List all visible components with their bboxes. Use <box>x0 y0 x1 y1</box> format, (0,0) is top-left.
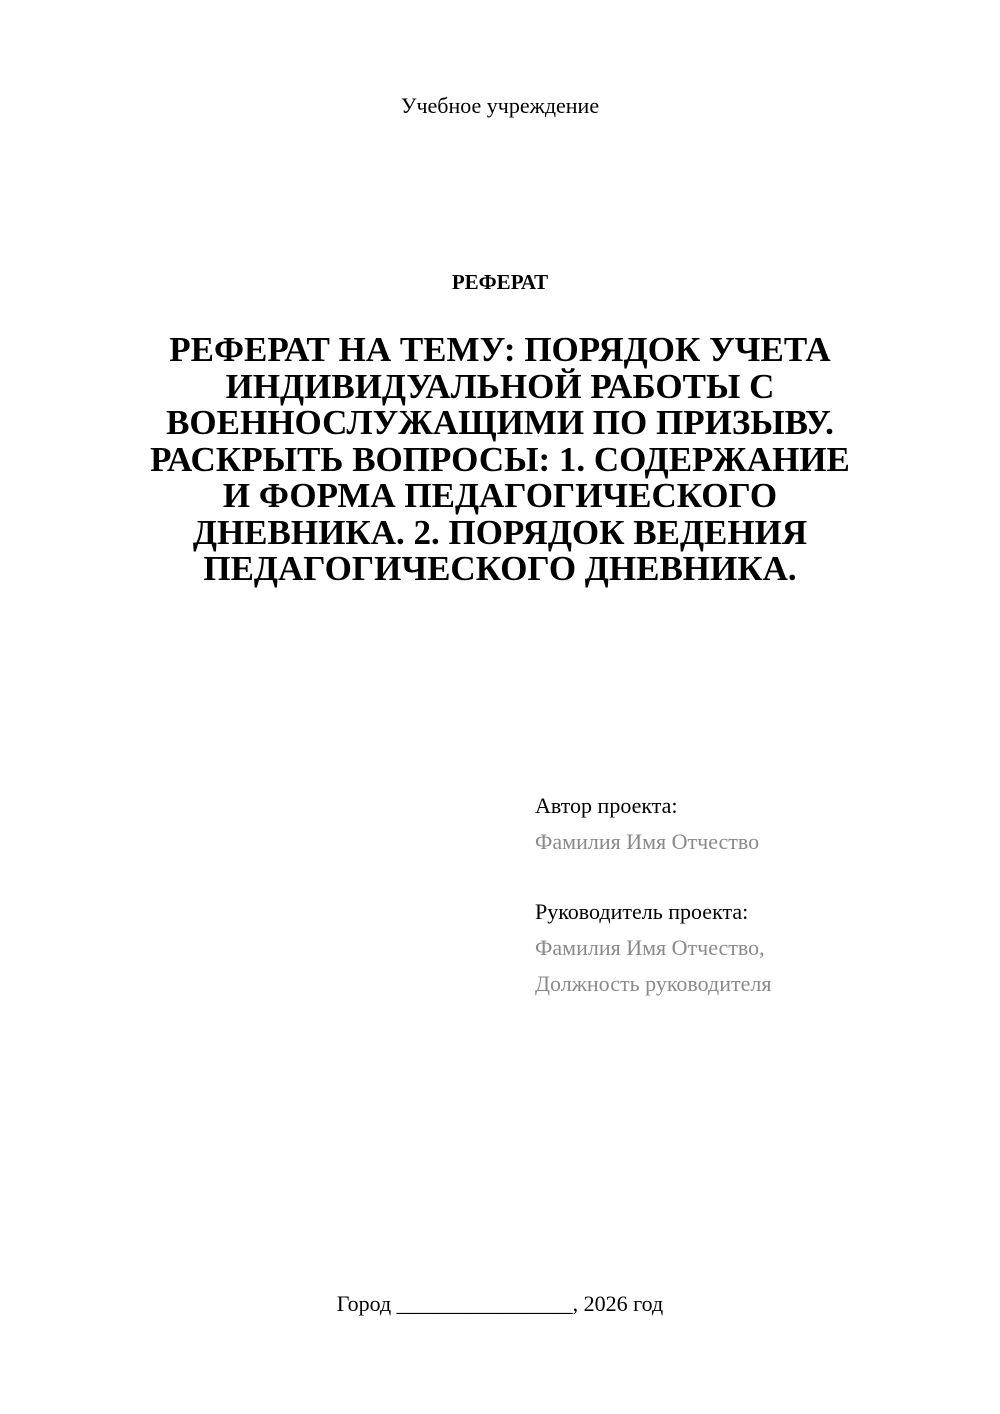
document-type: РЕФЕРАТ <box>451 270 549 294</box>
supervisor-label: Руководитель проекта: <box>535 899 749 924</box>
institution-name: Учебное учреждение <box>400 93 600 118</box>
credits-block <box>535 788 975 1002</box>
author-label: Автор проекта: <box>535 793 678 818</box>
supervisor-position: Должность руководителя <box>535 971 772 996</box>
credits-spacer <box>535 860 975 894</box>
city-year-line: Город ________________, 2026 год <box>336 1291 664 1316</box>
supervisor-name: Фамилия Имя Отчество, <box>535 935 765 960</box>
author-name: Фамилия Имя Отчество <box>535 829 760 854</box>
document-title: РЕФЕРАТ НА ТЕМУ: ПОРЯДОК УЧЕТА ИНДИВИДУАЛЬНОЙ РАБОТЫ С ВОЕННОСЛУЖАЩИМИ ПО ПРИЗЫВУ. РАСКРЫТЬ ВОПРОСЫ: 1. СОДЕРЖАНИЕ И ФОРМА ПЕДАГОГИЧЕСКОГО ДНЕВНИКА. 2. ПОРЯДОК ВЕДЕНИЯ ПЕДАГОГИЧЕСКОГО ДНЕВНИКА. <box>150 330 850 588</box>
